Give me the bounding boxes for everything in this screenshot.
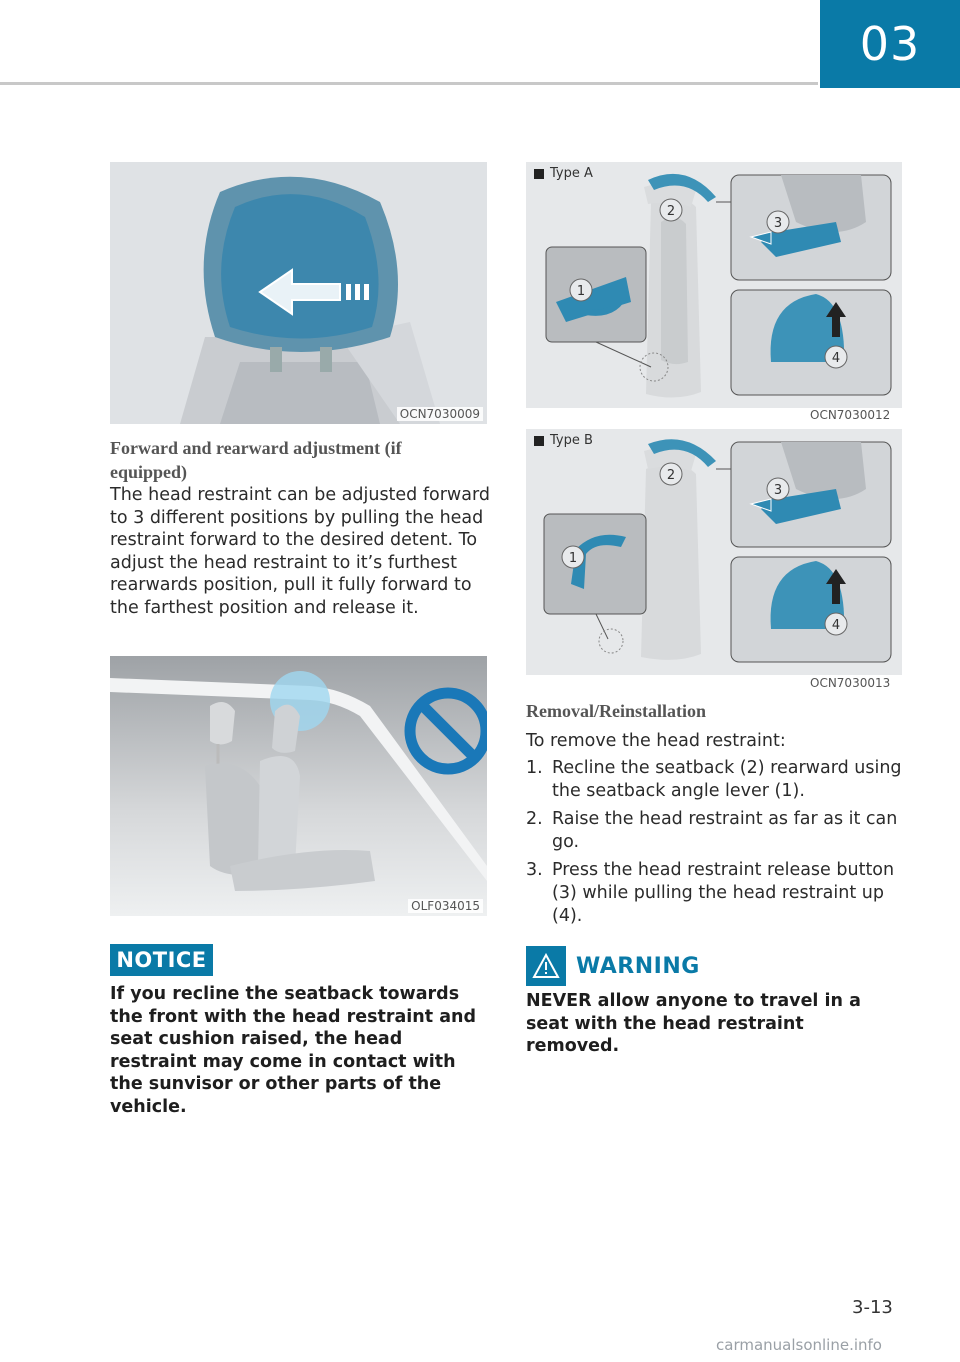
list-item xyxy=(526,808,906,853)
step-number: 3. xyxy=(526,860,543,881)
step-number: 1. xyxy=(526,758,543,778)
type-a-illustration xyxy=(526,162,902,408)
figure-sunvisor-contact xyxy=(110,656,487,916)
chapter-tab: 03 xyxy=(820,0,960,88)
callout-2: 2 xyxy=(666,468,676,483)
figure-head-restraint-forward xyxy=(110,162,487,424)
list-item xyxy=(526,757,906,802)
callout-1: 1 xyxy=(568,551,578,566)
header-divider xyxy=(0,82,818,85)
list-item xyxy=(526,859,906,927)
figure-code: OCN7030009 xyxy=(397,407,483,421)
callout-4: 4 xyxy=(831,618,841,633)
step-number: 2. xyxy=(526,809,543,830)
head-restraint-illustration xyxy=(110,162,487,424)
sunvisor-contact-illustration xyxy=(110,656,487,916)
forward-adjust-body: The head restraint can be adjusted forward to 3 different positions by pulling the head restraint forward to the desired detent. To adjust the head restraint to it’s furthest rearwards position, pull it fully forward to the farthest position and release it. xyxy=(110,485,490,618)
bullet-square-icon xyxy=(534,436,544,446)
forward-adjust-heading xyxy=(110,436,490,484)
type-a-label xyxy=(534,166,593,181)
step-text: Recline the seatback (2) rearward using the seatback angle lever (1). xyxy=(552,758,902,801)
callout-1: 1 xyxy=(576,284,586,299)
figure-code: OCN7030013 xyxy=(810,676,891,690)
notice-badge: NOTICE xyxy=(110,944,213,976)
callout-3: 3 xyxy=(773,483,783,498)
figure-type-a xyxy=(526,162,902,408)
forward-adjust-heading-line2: equipped) xyxy=(110,462,188,482)
removal-intro: To remove the head restraint: xyxy=(526,731,786,751)
page-number: 3-13 xyxy=(852,1297,893,1318)
callout-4: 4 xyxy=(831,351,841,366)
type-a-text: Type A xyxy=(550,166,593,181)
removal-heading: Removal/Reinstallation xyxy=(526,701,706,721)
callout-2: 2 xyxy=(666,204,676,219)
watermark: carmanualsonline.info xyxy=(716,1336,882,1354)
type-b-text: Type B xyxy=(550,433,593,448)
step-text: Press the head restraint release button (3) while pulling the head restraint up (4). xyxy=(552,860,895,926)
warning-triangle-icon xyxy=(526,946,566,986)
figure-code: OCN7030012 xyxy=(810,408,891,422)
warning-title: WARNING xyxy=(576,953,700,979)
forward-adjust-heading-line1: Forward and rearward adjustment (if xyxy=(110,438,402,458)
figure-code: OLF034015 xyxy=(408,899,483,913)
bullet-square-icon xyxy=(534,169,544,179)
type-b-illustration xyxy=(526,429,902,675)
figure-type-b xyxy=(526,429,902,675)
notice-text: If you recline the seatback towards the front with the head restraint and seat cushion raised, the head restraint may come in contact with the sunvisor or other parts of the vehicle. xyxy=(110,984,477,1117)
warning-text: NEVER allow anyone to travel in a seat with the head restraint removed. xyxy=(526,991,861,1057)
step-text: Raise the head restraint as far as it can go. xyxy=(552,809,898,852)
callout-3: 3 xyxy=(773,216,783,231)
type-b-label xyxy=(534,433,593,448)
removal-steps xyxy=(526,757,906,933)
warning-header xyxy=(526,946,700,986)
